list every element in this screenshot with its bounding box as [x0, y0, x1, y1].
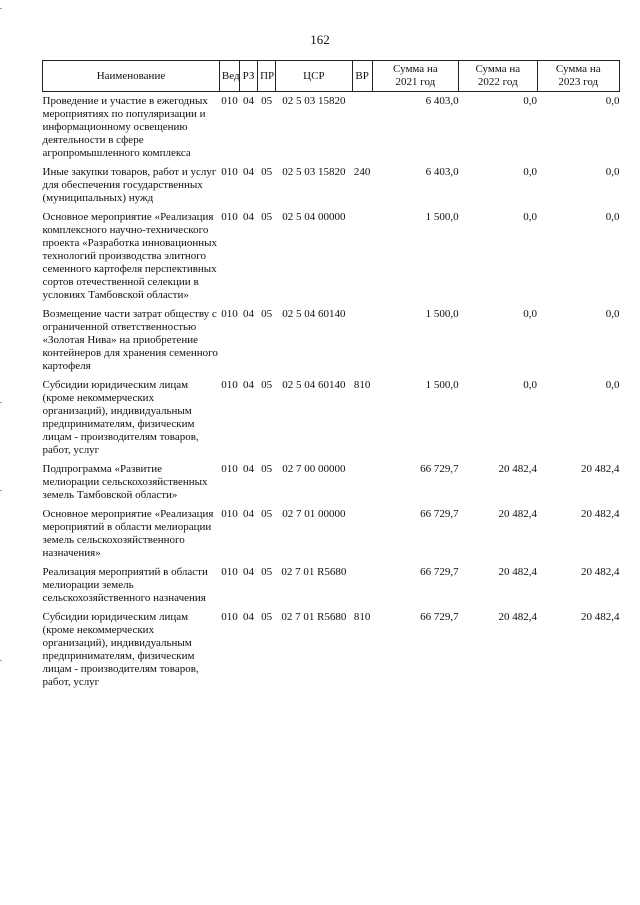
- header-sum-2023-line2: 2023 год: [558, 76, 599, 88]
- table-row: [43, 563, 620, 608]
- cell-sum-2021: 66 729,7: [420, 566, 459, 578]
- cell-ved: 010: [221, 379, 238, 391]
- cell-pr: 05: [261, 308, 273, 320]
- cell-name: Основное мероприятие «Реализация комплексного научно-технического проекта «Разработка инновационных технологий производства элитного семенного картофеля перспективных сортов отечественной селекции в условиях Тамбовской области»: [42, 211, 218, 301]
- cell-csr: 02 7 01 00000: [282, 508, 346, 520]
- cell-vr: [352, 505, 372, 563]
- cell-sum-2022: 0,0: [523, 211, 538, 223]
- header-sum-2023: [537, 61, 619, 92]
- cell-vr: 810: [353, 379, 371, 391]
- cell-pr: 05: [261, 95, 273, 107]
- cell-sum-2021: 66 729,7: [420, 611, 459, 623]
- cell-csr: 02 5 04 60140: [282, 379, 346, 391]
- header-sum-2022: [459, 61, 537, 92]
- cell-pr: 05: [261, 379, 273, 391]
- header-ved: Вед: [219, 61, 239, 92]
- cell-name: Основное мероприятие «Реализация мероприятий в области мелиорации земель сельскохозяйственного назначения»: [42, 508, 214, 559]
- header-rz: РЗ: [240, 61, 258, 92]
- cell-name: Иные закупки товаров, работ и услуг для обеспечения государственных (муниципальных) нужд: [42, 166, 217, 204]
- table-header: [43, 61, 620, 92]
- cell-ved: 010: [221, 508, 238, 520]
- cell-name: Субсидии юридическим лицам (кроме некоммерческих организаций), индивидуальным предпринимателям, физическим лицам - производителям товаров, работ, услуг: [42, 379, 199, 456]
- page-number: 162: [310, 32, 330, 47]
- cell-sum-2023: 20 482,4: [581, 508, 620, 520]
- table-row: [43, 305, 620, 376]
- cell-ved: 010: [221, 566, 238, 578]
- scan-edge-mark: [0, 660, 2, 661]
- table-row: [43, 163, 620, 208]
- cell-sum-2023: 0,0: [605, 95, 620, 107]
- cell-sum-2023: 0,0: [605, 211, 620, 223]
- header-pr: ПР: [258, 61, 276, 92]
- header-sum-2021-line2: 2021 год: [395, 76, 436, 88]
- cell-vr: [352, 460, 372, 505]
- cell-sum-2021: 66 729,7: [420, 508, 459, 520]
- cell-ved: 010: [221, 166, 238, 178]
- cell-rz: 04: [243, 566, 255, 578]
- budget-table: [42, 60, 620, 692]
- cell-sum-2023: 0,0: [605, 379, 620, 391]
- cell-name: Реализация мероприятий в области мелиорации земель сельскохозяйственного назначения: [42, 566, 208, 604]
- cell-rz: 04: [243, 211, 255, 223]
- cell-sum-2021: 1 500,0: [425, 379, 459, 391]
- cell-rz: 04: [243, 308, 255, 320]
- cell-pr: 05: [261, 211, 273, 223]
- cell-sum-2023: 0,0: [605, 166, 620, 178]
- cell-pr: 05: [261, 166, 273, 178]
- table-row: [43, 376, 620, 460]
- cell-name: Возмещение части затрат обществу с ограниченной ответственностью «Золотая Нива» на приобретение контейнеров для хранения семенного картофеля: [42, 308, 218, 372]
- cell-vr: [352, 208, 372, 305]
- scan-edge-mark: [0, 402, 2, 403]
- cell-csr: 02 5 03 15820: [282, 166, 346, 178]
- scan-edge-mark: [0, 8, 2, 9]
- cell-sum-2022: 0,0: [523, 379, 538, 391]
- cell-sum-2021: 66 729,7: [420, 463, 459, 475]
- cell-sum-2021: 1 500,0: [425, 211, 459, 223]
- cell-vr: [352, 92, 372, 164]
- cell-ved: 010: [221, 211, 238, 223]
- cell-sum-2022: 20 482,4: [498, 463, 538, 475]
- cell-name: Подпрограмма «Развитие мелиорации сельскохозяйственных земель Тамбовской области»: [42, 463, 208, 501]
- cell-sum-2022: 0,0: [523, 166, 538, 178]
- table-row: [43, 92, 620, 164]
- header-sum-2021: [372, 61, 458, 92]
- header-name: Наименование: [43, 61, 220, 92]
- header-sum-2022-line2: 2022 год: [477, 76, 518, 88]
- cell-sum-2023: 0,0: [605, 308, 620, 320]
- header-sum-2021-line1: Сумма на: [393, 63, 438, 75]
- cell-pr: 05: [261, 508, 273, 520]
- table-row: [43, 608, 620, 692]
- cell-sum-2021: 1 500,0: [425, 308, 459, 320]
- cell-rz: 04: [243, 166, 255, 178]
- cell-vr: 240: [353, 166, 371, 178]
- cell-pr: 05: [261, 611, 273, 623]
- table-body: [43, 92, 620, 693]
- cell-csr: 02 7 00 00000: [282, 463, 346, 475]
- table-row: [43, 460, 620, 505]
- cell-sum-2022: 0,0: [523, 308, 538, 320]
- table-row: [43, 208, 620, 305]
- cell-name: Субсидии юридическим лицам (кроме некоммерческих организаций), индивидуальным предпринимателям, физическим лицам - производителям товаров, работ, услуг: [42, 611, 199, 688]
- cell-rz: 04: [243, 379, 255, 391]
- table-row: [43, 505, 620, 563]
- cell-csr: 02 5 04 00000: [282, 211, 346, 223]
- header-csr: ЦСР: [276, 61, 352, 92]
- cell-sum-2022: 20 482,4: [498, 566, 538, 578]
- cell-ved: 010: [221, 95, 238, 107]
- cell-ved: 010: [221, 308, 238, 320]
- cell-sum-2021: 6 403,0: [425, 95, 459, 107]
- cell-csr: 02 5 04 60140: [282, 308, 346, 320]
- cell-ved: 010: [221, 463, 238, 475]
- header-vr: ВР: [352, 61, 372, 92]
- cell-name: Проведение и участие в ежегодных мероприятиях по популяризации и информационному освещению деятельности в сфере агропромышленного комплекса: [42, 95, 208, 159]
- cell-sum-2023: 20 482,4: [581, 611, 620, 623]
- cell-rz: 04: [243, 508, 255, 520]
- cell-vr: 810: [353, 611, 371, 623]
- scan-edge-mark: [0, 490, 2, 491]
- cell-rz: 04: [243, 611, 255, 623]
- cell-pr: 05: [261, 463, 273, 475]
- cell-csr: 02 7 01 R5680: [281, 611, 347, 623]
- header-sum-2022-line1: Сумма на: [475, 63, 521, 75]
- cell-rz: 04: [243, 95, 255, 107]
- cell-vr: [352, 305, 372, 376]
- cell-sum-2022: 20 482,4: [498, 611, 538, 623]
- header-sum-2023-line1: Сумма на: [555, 63, 601, 75]
- cell-ved: 010: [221, 611, 238, 623]
- cell-sum-2023: 20 482,4: [581, 566, 620, 578]
- cell-sum-2021: 6 403,0: [425, 166, 459, 178]
- cell-sum-2023: 20 482,4: [581, 463, 620, 475]
- cell-sum-2022: 0,0: [523, 95, 538, 107]
- cell-pr: 05: [261, 566, 273, 578]
- cell-vr: [352, 563, 372, 608]
- cell-rz: 04: [243, 463, 255, 475]
- cell-csr: 02 7 01 R5680: [281, 566, 347, 578]
- cell-sum-2022: 20 482,4: [498, 508, 538, 520]
- cell-csr: 02 5 03 15820: [282, 95, 346, 107]
